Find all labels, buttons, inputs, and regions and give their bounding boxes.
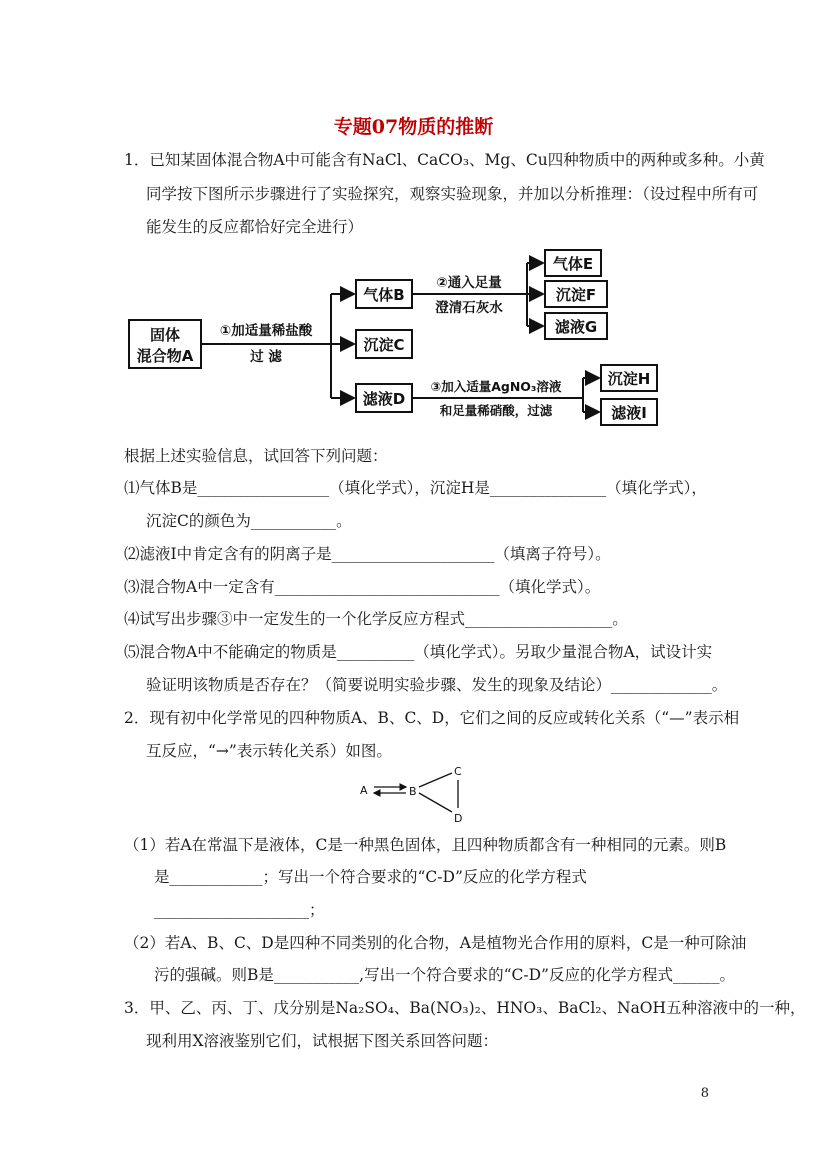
- q1-item-5-cont: 验证明该物质是否存在？（简要说明实验步骤、发生的现象及结论）_____________。: [146, 676, 728, 694]
- q2-stem-line-2: 互反应，“→”表示转化关系）如图。: [146, 742, 392, 760]
- q2-item-1-blank: ____________________；: [154, 901, 325, 919]
- gas-e-label: 气体E: [552, 255, 594, 273]
- start-label-2: 混合物A: [136, 347, 194, 365]
- q2-relation-diagram: [352, 760, 472, 830]
- q1-item-1-cont: 沉淀C的颜色为___________。: [146, 512, 352, 530]
- q3-stem-line-2: 现利用X溶液鉴别它们，试根据下图关系回答问题：: [146, 1032, 499, 1050]
- q1-stem-line-3: 能发生的反应都恰好完全进行）: [146, 218, 364, 236]
- q1-intro: 根据上述实验信息，试回答下列问题：: [124, 447, 388, 465]
- step1-label-1: ①加适量稀盐酸: [219, 323, 313, 339]
- page-number: 8: [700, 1086, 709, 1101]
- step1-label-2: 过 滤: [250, 349, 282, 365]
- precip-h-label: 沉淀H: [607, 370, 651, 388]
- q1-item-4: ⑷试写出步骤③中一定发生的一个化学反应方程式___________________。: [124, 610, 628, 628]
- step2-label-2: 澄清石灰水: [435, 300, 503, 316]
- start-label-1: 固体: [149, 326, 181, 344]
- step3-label-2: 和足量稀硝酸，过滤: [439, 403, 553, 418]
- filtrate-g-label: 滤液G: [554, 318, 598, 336]
- node-a: A: [360, 784, 368, 797]
- q2-item-2-cont: 污的强碱。则B是___________,写出一个符合要求的“C-D”反应的化学方程式______。: [154, 966, 735, 984]
- q1-item-3: ⑶混合物A中一定含有_____________________________（填化学式）。: [124, 578, 601, 596]
- step3-label-1: ③加入适量AgNO₃溶液: [430, 379, 562, 394]
- filtrate-i-label: 滤液I: [611, 404, 647, 422]
- node-d: D: [454, 812, 463, 825]
- q1-stem-line-1: 1．已知某固体混合物A中可能含有NaCl、CaCO₃、Mg、Cu四种物质中的两种或多种。小黄: [124, 151, 765, 169]
- q1-stem-line-2: 同学按下图所示步骤进行了实验探究，观察实验现象，并加以分析推理：（设过程中所有可: [146, 185, 759, 203]
- precip-f-label: 沉淀F: [555, 286, 597, 304]
- page-title: 专题07物质的推断: [333, 116, 494, 138]
- q3-stem-line-1: 3．甲、乙、丙、丁、戊分别是Na₂SO₄、Ba(NO₃)₂、HNO₃、BaCl₂、NaOH五种溶液中的一种，: [124, 999, 806, 1017]
- node-c: C: [454, 765, 462, 778]
- q2-stem-line-1: 2．现有初中化学常见的四种物质A、B、C、D，它们之间的反应或转化关系（“—”表示相: [124, 709, 740, 727]
- node-b: B: [409, 785, 417, 798]
- q2-item-2: （2）若A、B、C、D是四种不同类别的化合物，A是植物光合作用的原料，C是一种可除油: [124, 934, 747, 952]
- q1-item-1: ⑴气体B是_________________（填化学式），沉淀H是_______________（填化学式），: [124, 479, 707, 497]
- q2-item-1: （1）若A在常温下是液体，C是一种黑色固体，且四种物质都含有一种相同的元素。则B: [124, 836, 727, 854]
- q1-item-2: ⑵滤液I中肯定含有的阴离子是_____________________（填离子符号）。: [124, 545, 611, 563]
- q2-item-1-cont: 是____________；写出一个符合要求的“C-D”反应的化学方程式: [154, 868, 587, 886]
- q1-flow-diagram: [120, 245, 680, 430]
- gas-b-label: 气体B: [363, 286, 405, 304]
- precip-c-label: 沉淀C: [363, 336, 405, 354]
- q1-item-5: ⑸混合物A中不能确定的物质是__________（填化学式）。另取少量混合物A，试设计实: [124, 643, 713, 661]
- filtrate-d-label: 滤液D: [362, 390, 406, 408]
- step2-label-1: ②通入足量: [436, 275, 502, 291]
